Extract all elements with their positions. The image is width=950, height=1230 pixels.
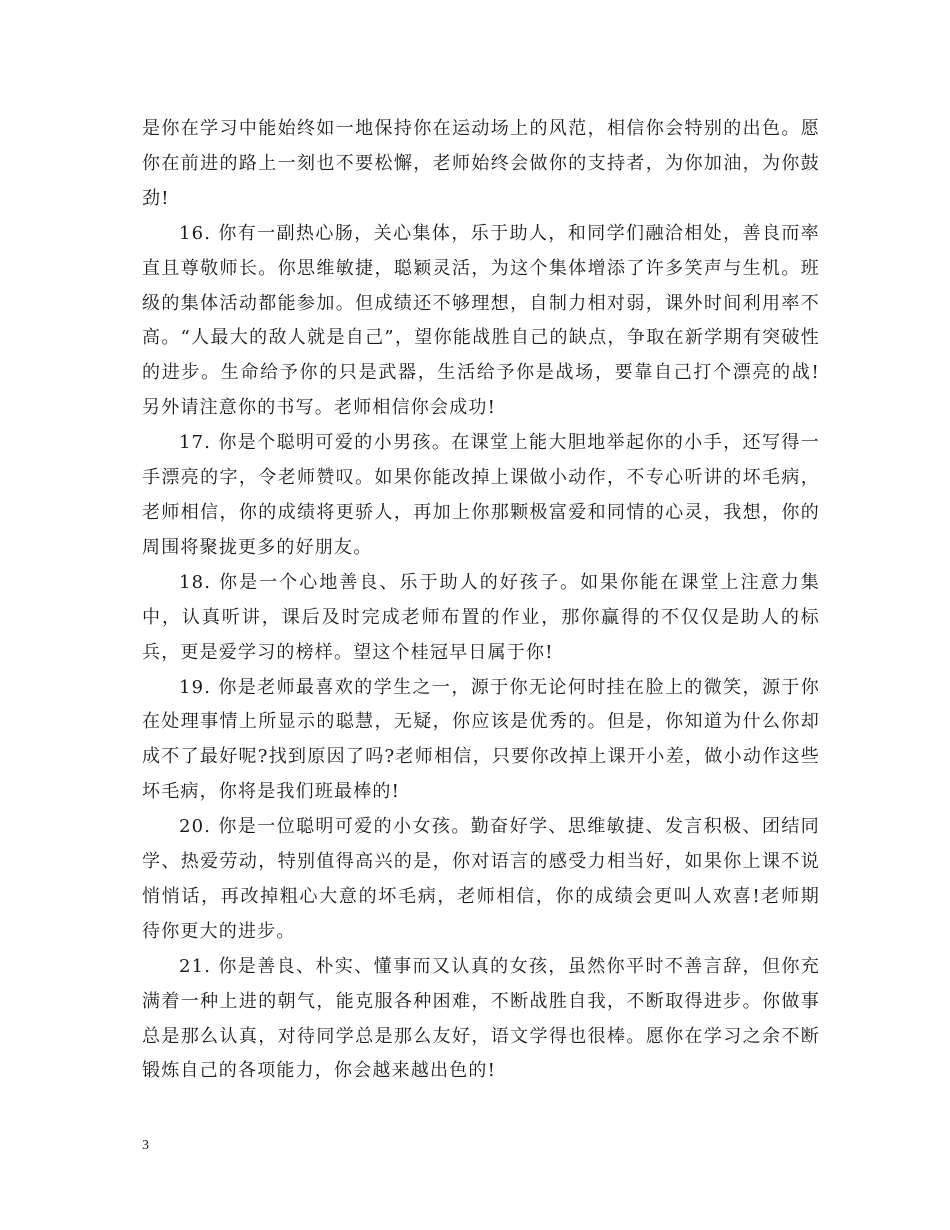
paragraph-item-19: 19. 你是老师最喜欢的学生之一，源于你无论何时挂在脸上的微笑，源于你在处理事情上所显示的聪慧，无疑，你应该是优秀的。但是，你知道为什么你却成不了最好呢?找到原因了吗?老师相信，只要你改掉上课开小差，做小动作这些坏毛病，你将是我们班最棒的! [142,676,820,803]
paragraph-item-18: 18. 你是一个心地善良、乐于助人的好孩子。如果你能在课堂上注意力集中，认真听讲，课后及时完成老师布置的作业，那你赢得的不仅仅是助人的标兵，更是爱学习的榜样。望这个桂冠早日属于你! [142,571,820,663]
paragraph-item-21: 21. 你是善良、朴实、懂事而又认真的女孩，虽然你平时不善言辞，但你充满着一种上进的朝气，能克服各种困难，不断战胜自我，不断取得进步。你做事总是那么认真，对待同学总是那么友好，语文学得也很棒。愿你在学习之余不断锻炼自己的各项能力，你会越来越出色的! [142,955,820,1082]
paragraph-item-20: 20. 你是一位聪明可爱的小女孩。勤奋好学、思维敏捷、发言积极、团结同学、热爱劳动，特别值得高兴的是，你对语言的感受力相当好，如果你上课不说悄悄话，再改掉粗心大意的坏毛病，老师相信，你的成绩会更叫人欢喜!老师期待你更大的进步。 [142,816,820,942]
paragraph-item-16: 16. 你有一副热心肠，关心集体，乐于助人，和同学们融洽相处，善良而率直且尊敬师长。你思维敏捷，聪颖灵活，为这个集体增添了许多笑声与生机。班级的集体活动都能参加。但成绩还不够理想，自制力相对弱，课外时间利用率不高。“人最大的敌人就是自己”，望你能战胜自己的缺点，争取在新学期有突破性的进步。生命给予你的只是武器，生活给予你是战场，要靠自己打个漂亮的战!另外请注意你的书写。老师相信你会成功! [142,222,820,419]
paragraph-item-17: 17. 你是个聪明可爱的小男孩。在课堂上能大胆地举起你的小手，还写得一手漂亮的字，令老师赞叹。如果你能改掉上课做小动作，不专心听讲的坏毛病，老师相信，你的成绩将更骄人，再加上你那颗极富爱和同情的心灵，我想，你的周围将聚拢更多的好朋友。 [142,432,820,558]
document-body [142,112,820,1089]
paragraph-continued: 是你在学习中能始终如一地保持你在运动场上的风范，相信你会特别的出色。愿你在前进的路上一刻也不要松懈，老师始终会做你的支持者，为你加油，为你鼓劲! [142,118,820,209]
page-number: 3 [142,1138,149,1153]
